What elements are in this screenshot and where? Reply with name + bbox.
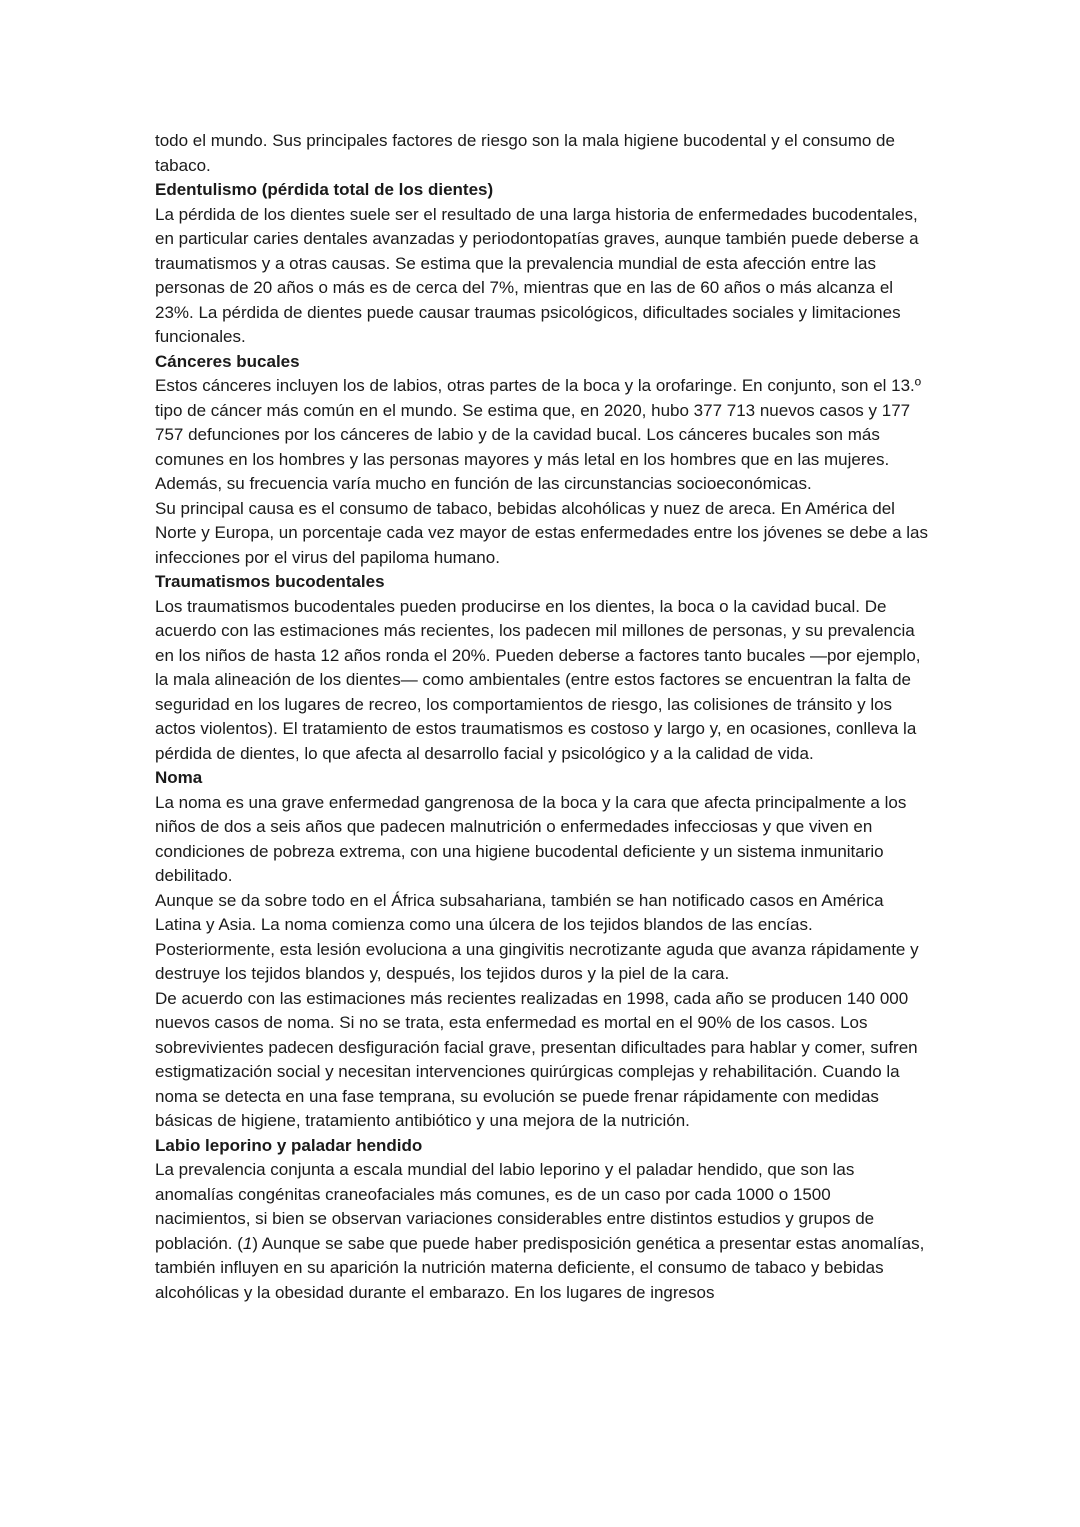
paragraph: Estos cánceres incluyen los de labios, otras partes de la boca y la orofaringe. En conjunto, son el 13.º tipo de cáncer más común en el mundo. Se estima que, en 2020, hubo 377 713 nuevos casos y 177 757 defunciones por los cánceres de labio y de la cavidad bucal. Los cánceres bucales son más comunes en los hombres y las personas mayores y más letal en los hombres que en las mujeres. Además, su frecuencia varía mucho en función de las circunstancias socioeconómicas. [155, 376, 921, 493]
cleft-text-after-ref: ) Aunque se sabe que puede haber predisposición genética a presentar estas anomalías, también influyen en su aparición la nutrición materna deficiente, el consumo de tabaco y bebidas alcohólicas y la obesidad durante el embarazo. En los lugares de ingresos [155, 1233, 925, 1302]
section-heading-labio-leporino: Labio leporino y paladar hendido [155, 1135, 423, 1155]
citation-reference: 1 [242, 1233, 253, 1253]
paragraph-cleft [155, 1158, 930, 1305]
document-page [155, 129, 930, 1305]
section-heading-canceres-bucales: Cánceres bucales [155, 351, 300, 371]
paragraph: Aunque se da sobre todo en el África subsahariana, también se han notificado casos en América Latina y Asia. La noma comienza como una úlcera de los tejidos blandos de las encías. Posteriormente, esta lesión evoluciona a una gingivitis necrotizante aguda que avanza rápidamente y destruye los tejidos blandos y, después, los tejidos duros y la piel de la cara. [155, 890, 919, 983]
paragraph: Su principal causa es el consumo de tabaco, bebidas alcohólicas y nuez de areca. En América del Norte y Europa, un porcentaje cada vez mayor de estas enfermedades entre los jóvenes se debe a las infecciones por el virus del papiloma humano. [155, 498, 929, 567]
section-heading-noma: Noma [155, 768, 203, 787]
section-heading-edentulismo: Edentulismo (pérdida total de los dientes) [155, 180, 494, 199]
section-heading-traumatismos: Traumatismos bucodentales [155, 572, 385, 591]
paragraph: Los traumatismos bucodentales pueden producirse en los dientes, la boca o la cavidad bucal. De acuerdo con las estimaciones más recientes, los padecen mil millones de personas, y su prevalencia en los niños de hasta 12 años ronda el 20%. Pueden deberse a factores tanto bucales —por ejemplo, la mala alineación de los dientes— como ambientales (entre estos factores se encuentran la falta de seguridad en los lugares de recreo, los comportamientos de riesgo, las colisiones de tránsito y los actos violentos). El tratamiento de estos traumatismos es costoso y largo y, en ocasiones, conlleva la pérdida de dientes, lo que afecta al desarrollo facial y psicológico y a la calidad de vida. [155, 596, 921, 763]
cleft-text-before-ref: La prevalencia conjunta a escala mundial del labio leporino y el paladar hendido, que son las anomalías congénitas craneofaciales más comunes, es de un caso por cada 1000 o 1500 nacimientos, si bien se observan variaciones considerables entre distintos estudios y grupos de población. ( [155, 1160, 875, 1253]
paragraph: La pérdida de los dientes suele ser el resultado de una larga historia de enfermedades bucodentales, en particular caries dentales avanzadas y periodontopatías graves, aunque también puede deberse a traumatismos y a otras causas. Se estima que la prevalencia mundial de esta afección entre las personas de 20 años o más es de cerca del 7%, mientras que en las de 60 años o más alcanza el 23%. La pérdida de dientes puede causar traumas psicológicos, dificultades sociales y limitaciones funcionales. [155, 204, 919, 346]
paragraph: De acuerdo con las estimaciones más recientes realizadas en 1998, cada año se producen 140 000 nuevos casos de noma. Si no se trata, esta enfermedad es mortal en el 90% de los casos. Los sobrevivientes padecen desfiguración facial grave, presentan dificultades para hablar y comer, sufren estigmatización social y necesitan intervenciones quirúrgicas complejas y rehabilitación. Cuando la noma se detecta en una fase temprana, su evolución se puede frenar rápidamente con medidas básicas de higiene, tratamiento antibiótico y una mejora de la nutrición. [155, 988, 918, 1130]
intro-continuation: todo el mundo. Sus principales factores de riesgo son la mala higiene bucodental y el consumo de tabaco. [155, 131, 895, 175]
paragraph: La noma es una grave enfermedad gangrenosa de la boca y la cara que afecta principalmente a los niños de dos a seis años que padecen malnutrición o enfermedades infecciosas y que viven en condiciones de pobreza extrema, con una higiene bucodental deficiente y un sistema inmunitario debilitado. [155, 792, 907, 885]
